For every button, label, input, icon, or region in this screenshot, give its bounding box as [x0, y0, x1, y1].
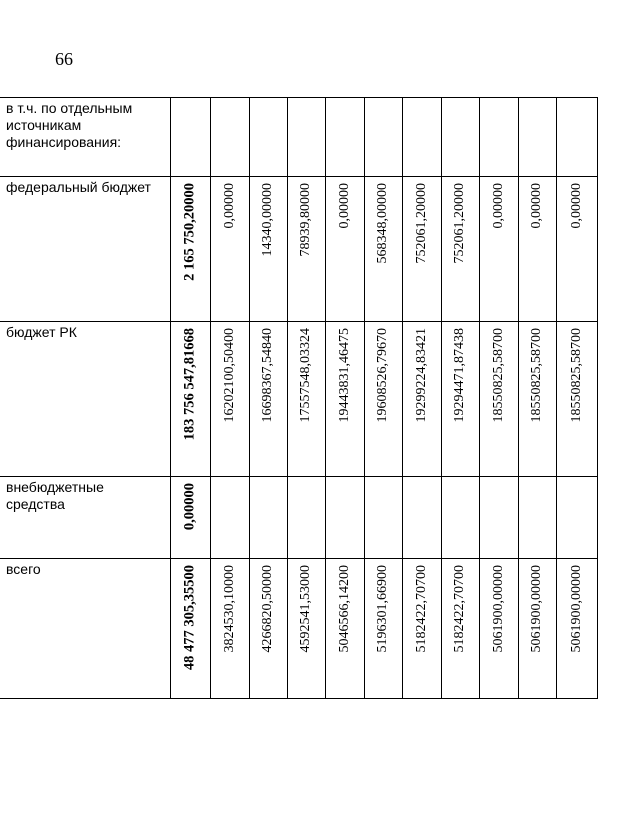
total-cell: [170, 98, 210, 177]
year-cell: [441, 98, 479, 177]
year-cell: [287, 98, 325, 177]
total-value: 2 165 750,20000: [181, 183, 198, 281]
year-cell: [364, 477, 402, 559]
year-cell: [287, 322, 325, 477]
year-value: 5182422,70700: [413, 565, 429, 653]
year-cell: [479, 98, 518, 177]
year-value: 5061900,00000: [490, 565, 506, 653]
year-value: 19299224,83421: [413, 328, 429, 423]
total-cell: [170, 559, 210, 699]
year-cell: [325, 559, 364, 699]
year-cell: [249, 477, 287, 559]
year-value: 3824530,10000: [221, 565, 237, 653]
year-value: 4592541,53000: [298, 565, 313, 653]
year-value: 0,00000: [490, 183, 506, 229]
year-value: 78939,80000: [298, 183, 313, 257]
year-cell: [479, 177, 518, 322]
year-cell: [441, 477, 479, 559]
year-cell: [556, 98, 597, 177]
row-total: [0, 559, 597, 699]
year-cell: [325, 177, 364, 322]
year-cell: [287, 559, 325, 699]
year-value: 18550825,58700: [529, 328, 544, 423]
year-cell: [556, 477, 597, 559]
year-value: 0,00000: [529, 183, 544, 229]
year-cell: [441, 559, 479, 699]
year-cell: [249, 98, 287, 177]
year-value: 18550825,58700: [490, 328, 506, 423]
year-cell: [402, 559, 441, 699]
year-value: 568348,00000: [375, 183, 390, 264]
year-cell: [479, 477, 518, 559]
funding-table: [0, 97, 598, 699]
year-cell: [402, 322, 441, 477]
year-value: 17557548,03324: [298, 328, 313, 423]
year-value: 4266820,50000: [260, 565, 275, 653]
year-cell: [479, 559, 518, 699]
year-value: 5061900,00000: [568, 565, 584, 653]
year-cell: [479, 322, 518, 477]
total-value: 183 756 547,81668: [181, 328, 198, 441]
year-cell: [364, 559, 402, 699]
row-label: федеральный бюджет: [0, 177, 170, 322]
row-label: всего: [0, 559, 170, 699]
row-rk-budget: [0, 322, 597, 477]
year-value: 14340,00000: [260, 183, 275, 257]
year-cell: [364, 98, 402, 177]
year-cell: [210, 322, 249, 477]
year-cell: [249, 559, 287, 699]
page-number: 66: [55, 49, 73, 69]
year-cell: [325, 322, 364, 477]
total-value: 48 477 305,35500: [181, 565, 198, 671]
total-cell: [170, 477, 210, 559]
year-value: 5046566,14200: [336, 565, 352, 653]
year-value: 0,00000: [336, 183, 352, 229]
year-value: 19294471,87438: [452, 328, 467, 423]
year-value: 752061,20000: [452, 183, 467, 264]
year-cell: [249, 177, 287, 322]
year-cell: [402, 98, 441, 177]
year-cell: [556, 177, 597, 322]
year-value: 16698367,54840: [260, 328, 275, 423]
year-cell: [518, 322, 556, 477]
year-cell: [364, 322, 402, 477]
year-cell: [287, 477, 325, 559]
year-cell: [325, 98, 364, 177]
row-financing-sources: [0, 98, 597, 177]
year-value: 5061900,00000: [529, 565, 544, 653]
year-cell: [518, 177, 556, 322]
total-cell: [170, 322, 210, 477]
year-value: 5196301,66900: [375, 565, 390, 653]
year-cell: [518, 477, 556, 559]
row-label: внебюджетные средства: [0, 477, 170, 559]
year-cell: [210, 98, 249, 177]
year-cell: [210, 559, 249, 699]
year-value: 5182422,70700: [452, 565, 467, 653]
year-cell: [556, 322, 597, 477]
year-cell: [518, 559, 556, 699]
year-cell: [287, 177, 325, 322]
total-cell: [170, 177, 210, 322]
row-label: в т.ч. по отдельным источникам финансирования:: [0, 98, 170, 177]
year-cell: [518, 98, 556, 177]
year-cell: [441, 177, 479, 322]
year-value: 19443831,46475: [336, 328, 352, 423]
year-cell: [325, 477, 364, 559]
year-value: 16202100,50400: [221, 328, 237, 423]
row-extrabudgetary: [0, 477, 597, 559]
year-cell: [441, 322, 479, 477]
year-value: 18550825,58700: [568, 328, 584, 423]
year-value: 19608526,79670: [375, 328, 390, 423]
year-cell: [210, 477, 249, 559]
year-value: 752061,20000: [413, 183, 429, 264]
year-cell: [364, 177, 402, 322]
year-cell: [402, 477, 441, 559]
row-federal-budget: [0, 177, 597, 322]
year-cell: [556, 559, 597, 699]
total-value: 0,00000: [181, 483, 198, 531]
year-value: 0,00000: [221, 183, 237, 229]
year-value: 0,00000: [568, 183, 584, 229]
row-label: бюджет РК: [0, 322, 170, 477]
year-cell: [249, 322, 287, 477]
year-cell: [210, 177, 249, 322]
year-cell: [402, 177, 441, 322]
